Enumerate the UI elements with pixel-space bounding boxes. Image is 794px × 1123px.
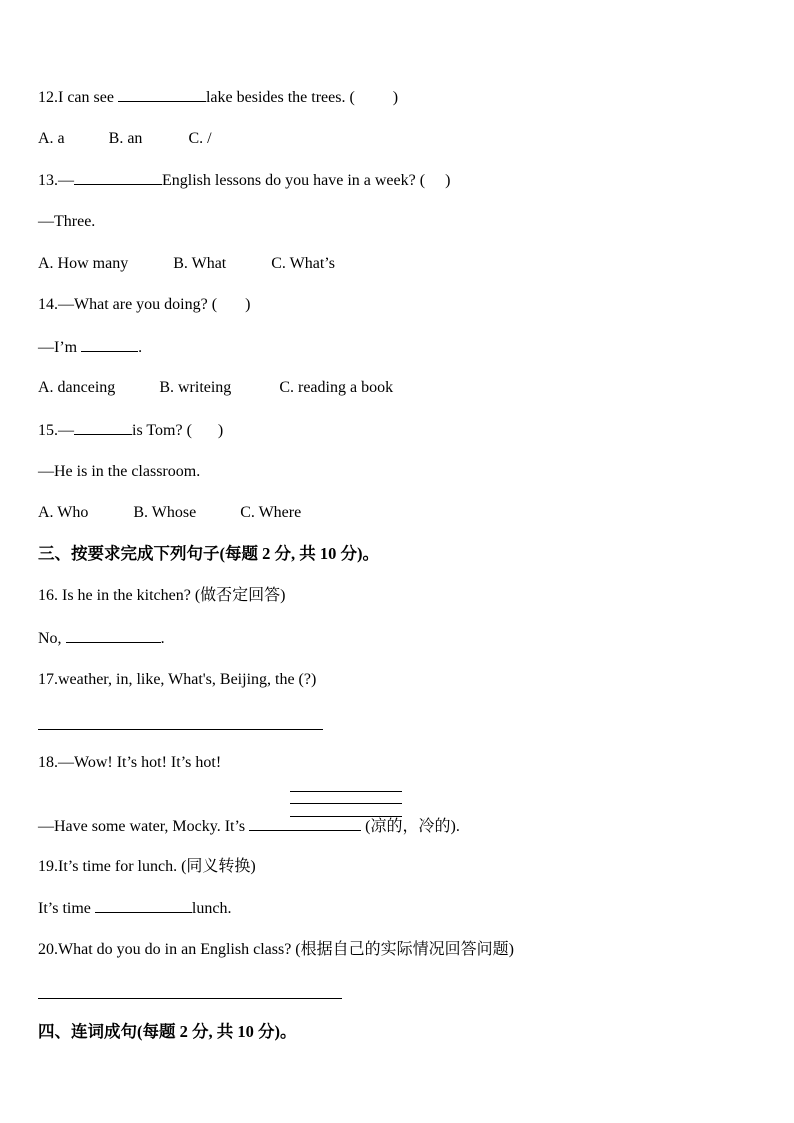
answer-line[interactable] — [290, 791, 402, 792]
question-13-text-2: English lessons do you have in a week? ( — [162, 172, 426, 189]
option-a[interactable]: A. danceing — [38, 379, 116, 396]
option-c[interactable]: C. / — [188, 130, 212, 147]
option-b[interactable]: B. an — [108, 130, 143, 147]
question-16: 16. Is he in the kitchen? (做否定回答) — [38, 587, 286, 604]
question-15 — [38, 420, 223, 441]
question-19-answer-end: lunch. — [191, 900, 232, 917]
option-b[interactable]: B. What — [173, 255, 227, 272]
question-15-reply: —He is in the classroom. — [38, 463, 201, 480]
answer-blank[interactable] — [95, 898, 192, 913]
answer-line[interactable] — [290, 803, 402, 804]
answer-blank[interactable] — [81, 337, 138, 352]
section-4-heading: 四、连词成句(每题 2 分, 共 10 分)。 — [38, 1022, 297, 1041]
answer-blank[interactable] — [74, 170, 162, 185]
question-13-reply: —Three. — [38, 213, 96, 230]
option-b[interactable]: B. writeing — [159, 379, 232, 396]
question-15-bracket-close: ) — [217, 422, 224, 439]
question-18-reply-end: (凉的，冷的). — [361, 818, 460, 835]
question-14-reply-text: —I’m — [38, 339, 82, 356]
question-12-bracket-close: ) — [392, 89, 399, 106]
question-15-text-2: is Tom? ( — [132, 422, 192, 439]
question-19-answer — [38, 898, 231, 919]
option-b[interactable]: B. Whose — [133, 504, 197, 521]
question-13-text: 13.— — [38, 172, 74, 189]
question-15-options — [38, 503, 301, 523]
question-16-answer — [38, 628, 165, 649]
question-16-answer-text: No, — [38, 630, 66, 647]
answer-line[interactable] — [38, 729, 323, 730]
question-18-reply-text: —Have some water, Mocky. It’s — [38, 818, 250, 835]
question-13-bracket-close: ) — [445, 172, 451, 189]
answer-line[interactable] — [38, 998, 342, 999]
option-a[interactable]: A. Who — [38, 504, 89, 521]
option-c[interactable]: C. What’s — [271, 255, 335, 272]
question-12-options — [38, 129, 212, 149]
question-16-answer-end: . — [160, 630, 165, 647]
question-18-reply — [38, 816, 460, 837]
question-12-text: 12.I can see — [38, 89, 118, 106]
question-12 — [38, 87, 398, 108]
question-14-text: 14.—What are you doing? ( — [38, 296, 218, 313]
option-a[interactable]: A. a — [38, 130, 65, 147]
option-c[interactable]: C. reading a book — [279, 379, 394, 396]
option-a[interactable]: A. How many — [38, 255, 129, 272]
question-13-options — [38, 254, 335, 274]
answer-blank[interactable] — [118, 87, 206, 102]
question-14-bracket-close: ) — [245, 296, 251, 313]
question-14 — [38, 295, 250, 315]
question-19-answer-text: It’s time — [38, 900, 95, 917]
question-20: 20.What do you do in an English class? (根据自己的实际情况回答问题) — [38, 941, 514, 958]
question-17: 17.weather, in, like, What's, Beijing, the (?) — [38, 671, 317, 688]
answer-blank[interactable] — [74, 420, 132, 435]
answer-blank[interactable] — [249, 816, 361, 831]
question-13 — [38, 170, 450, 191]
question-14-reply — [38, 337, 142, 358]
option-c[interactable]: C. Where — [240, 504, 302, 521]
question-15-text: 15.— — [38, 422, 74, 439]
question-18: 18.—Wow! It’s hot! It’s hot! — [38, 754, 222, 771]
answer-blank[interactable] — [66, 628, 161, 643]
question-19: 19.It’s time for lunch. (同义转换) — [38, 858, 256, 875]
question-14-options — [38, 378, 393, 398]
section-3-heading: 三、按要求完成下列句子(每题 2 分, 共 10 分)。 — [38, 544, 379, 563]
question-14-reply-end: . — [138, 339, 143, 356]
question-12-text-2: lake besides the trees. ( — [205, 89, 355, 106]
